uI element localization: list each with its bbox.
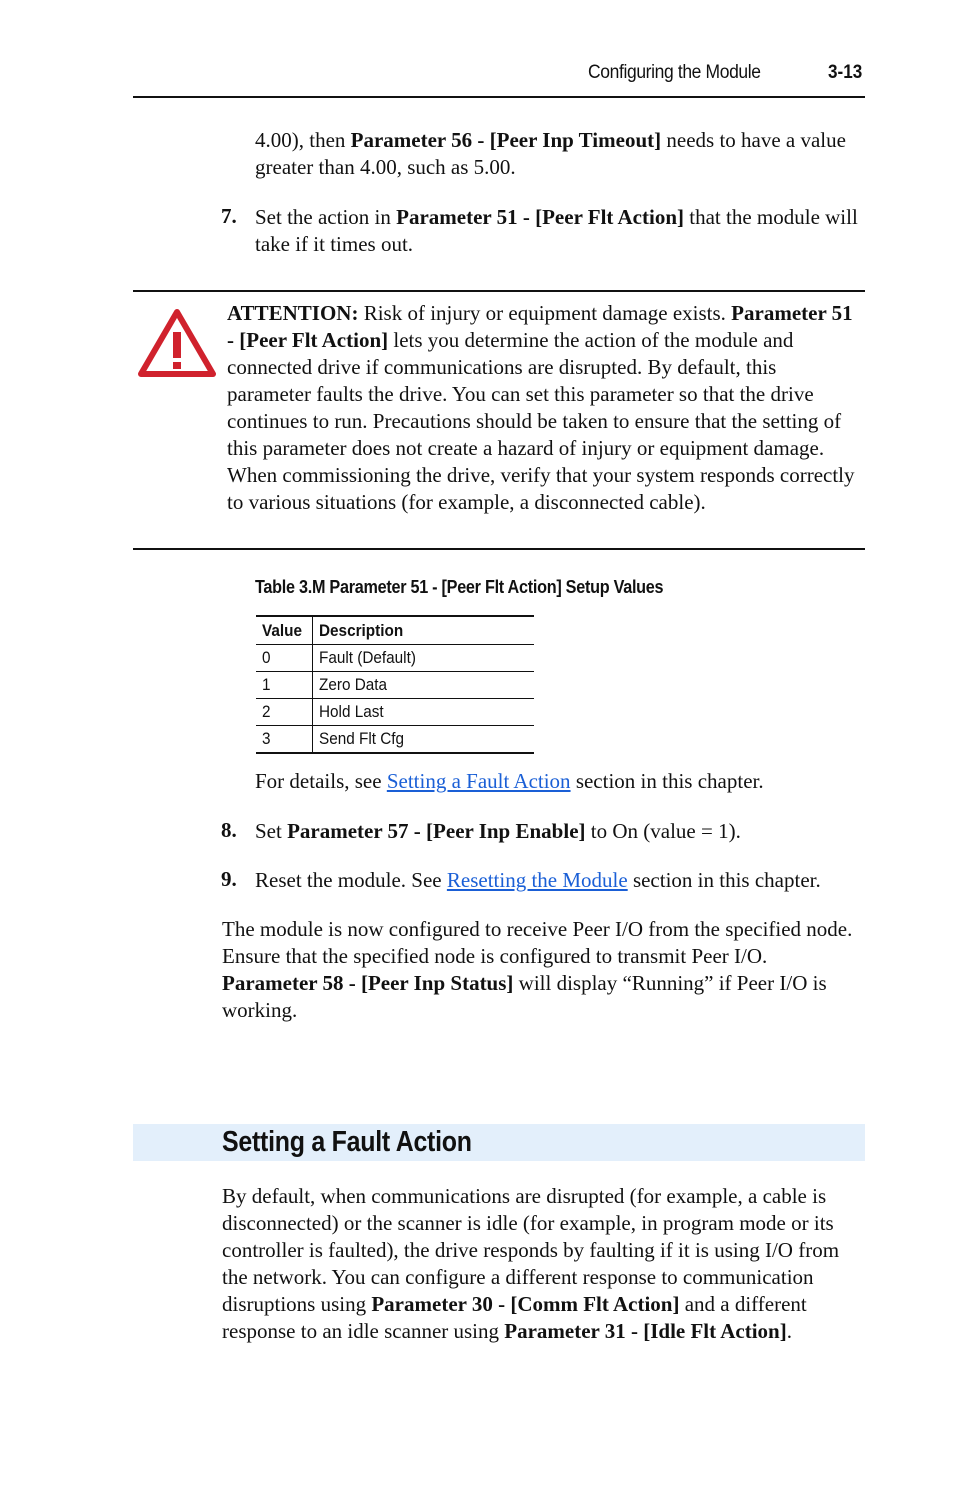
running-header-title: Configuring the Module — [588, 62, 761, 83]
table-row — [256, 672, 534, 699]
details-pre: For details, see — [255, 769, 387, 793]
column-header-value: Value — [256, 616, 313, 645]
intro-text: 4.00), then — [255, 128, 351, 152]
step-7-param: Parameter 51 - [Peer Flt Action] — [396, 205, 684, 229]
attention-text — [227, 300, 857, 516]
section-body-text: By default, when communications are disrupted (for example, a cable is disconnected) or the scanner is idle (for example, in program mode or its controller is faulted), the drive responds by faulting if it is using I/O from the network. You can configure a different response to communication disruptions using — [222, 1184, 840, 1316]
column-header-description: Description — [313, 616, 534, 645]
table-cell-value: 0 — [256, 645, 313, 672]
step-8-param: Parameter 57 - [Peer Inp Enable] — [287, 819, 586, 843]
summary-text-end: will display “Running” if Peer I/O is working. — [222, 971, 827, 1022]
table-cell-description: Zero Data — [313, 672, 534, 699]
step-8-post: to On (value = 1). — [585, 819, 741, 843]
intro-paragraph — [255, 127, 855, 181]
warning-triangle-icon — [138, 308, 216, 378]
summary-param: Parameter 58 - [Peer Inp Status] — [222, 971, 514, 995]
table-row — [256, 726, 534, 754]
attention-warning: Risk of injury or equipment damage exists. — [358, 301, 726, 325]
step-8-number: 8. — [221, 818, 237, 842]
intro-param: Parameter 56 - [Peer Inp Timeout] — [350, 128, 662, 152]
step-8-pre: Set — [255, 819, 288, 843]
step-7-number: 7. — [221, 204, 237, 228]
table-row — [256, 645, 534, 672]
step-9-pre: Reset the module. See — [255, 868, 447, 892]
details-post: section in this chapter. — [570, 769, 764, 793]
step-7-pre: Set the action in — [255, 205, 397, 229]
step-9-number: 9. — [221, 867, 237, 891]
page-number: 3-13 — [828, 62, 863, 83]
attention-body: lets you determine the action of the module and connected drive if communications are disrupted. By default, this parameter faults the drive. You can set this parameter so that the drive continues to run. Precautions should be taken to ensure that the setting of this parameter does not create a hazard of injury or equipment damage. When commissioning the drive, verify that your system responds correctly to various situations (for example, a disconnected cable). — [227, 328, 855, 514]
setup-values-table — [256, 615, 534, 754]
attention-label: ATTENTION: — [227, 301, 359, 325]
step-9-post: section in this chapter. — [627, 868, 821, 892]
step-9-text — [255, 867, 860, 894]
summary-paragraph — [222, 916, 862, 1024]
table-cell-description: Fault (Default) — [313, 645, 534, 672]
header-rule — [133, 96, 865, 98]
table-cell-value: 2 — [256, 699, 313, 726]
details-line — [255, 768, 855, 795]
step-8-text — [255, 818, 855, 845]
table-cell-value: 3 — [256, 726, 313, 754]
summary-text: The module is now configured to receive Peer I/O from the specified node. Ensure that the specified node is configured to transmit Peer I/O. — [222, 917, 853, 968]
table-cell-description: Hold Last — [313, 699, 534, 726]
table-caption: Table 3.M Parameter 51 - [Peer Flt Action] Setup Values — [255, 577, 664, 597]
section-param-31: Parameter 31 - [Idle Flt Action] — [504, 1319, 787, 1343]
section-body-paragraph — [222, 1183, 862, 1345]
attention-param: Parameter 51 - [Peer Flt Action] — [227, 301, 853, 352]
attention-bottom-rule — [133, 548, 865, 550]
table-cell-value: 1 — [256, 672, 313, 699]
table-cell-description: Send Flt Cfg — [313, 726, 534, 754]
setting-fault-action-link[interactable]: Setting a Fault Action — [386, 769, 571, 793]
section-body-mid: and a different response to an idle scanner using — [222, 1292, 807, 1343]
table-header-row — [256, 616, 534, 645]
attention-top-rule — [133, 290, 865, 292]
table-row — [256, 699, 534, 726]
intro-text-end: needs to have a value greater than 4.00, such as 5.00. — [255, 128, 846, 179]
section-param-30: Parameter 30 - [Comm Flt Action] — [371, 1292, 680, 1316]
step-7-text — [255, 204, 860, 258]
resetting-module-link[interactable]: Resetting the Module — [446, 868, 628, 892]
step-7-post: that the module will take if it times out. — [255, 205, 858, 256]
section-title: Setting a Fault Action — [222, 1126, 472, 1158]
section-body-end: . — [786, 1319, 792, 1343]
